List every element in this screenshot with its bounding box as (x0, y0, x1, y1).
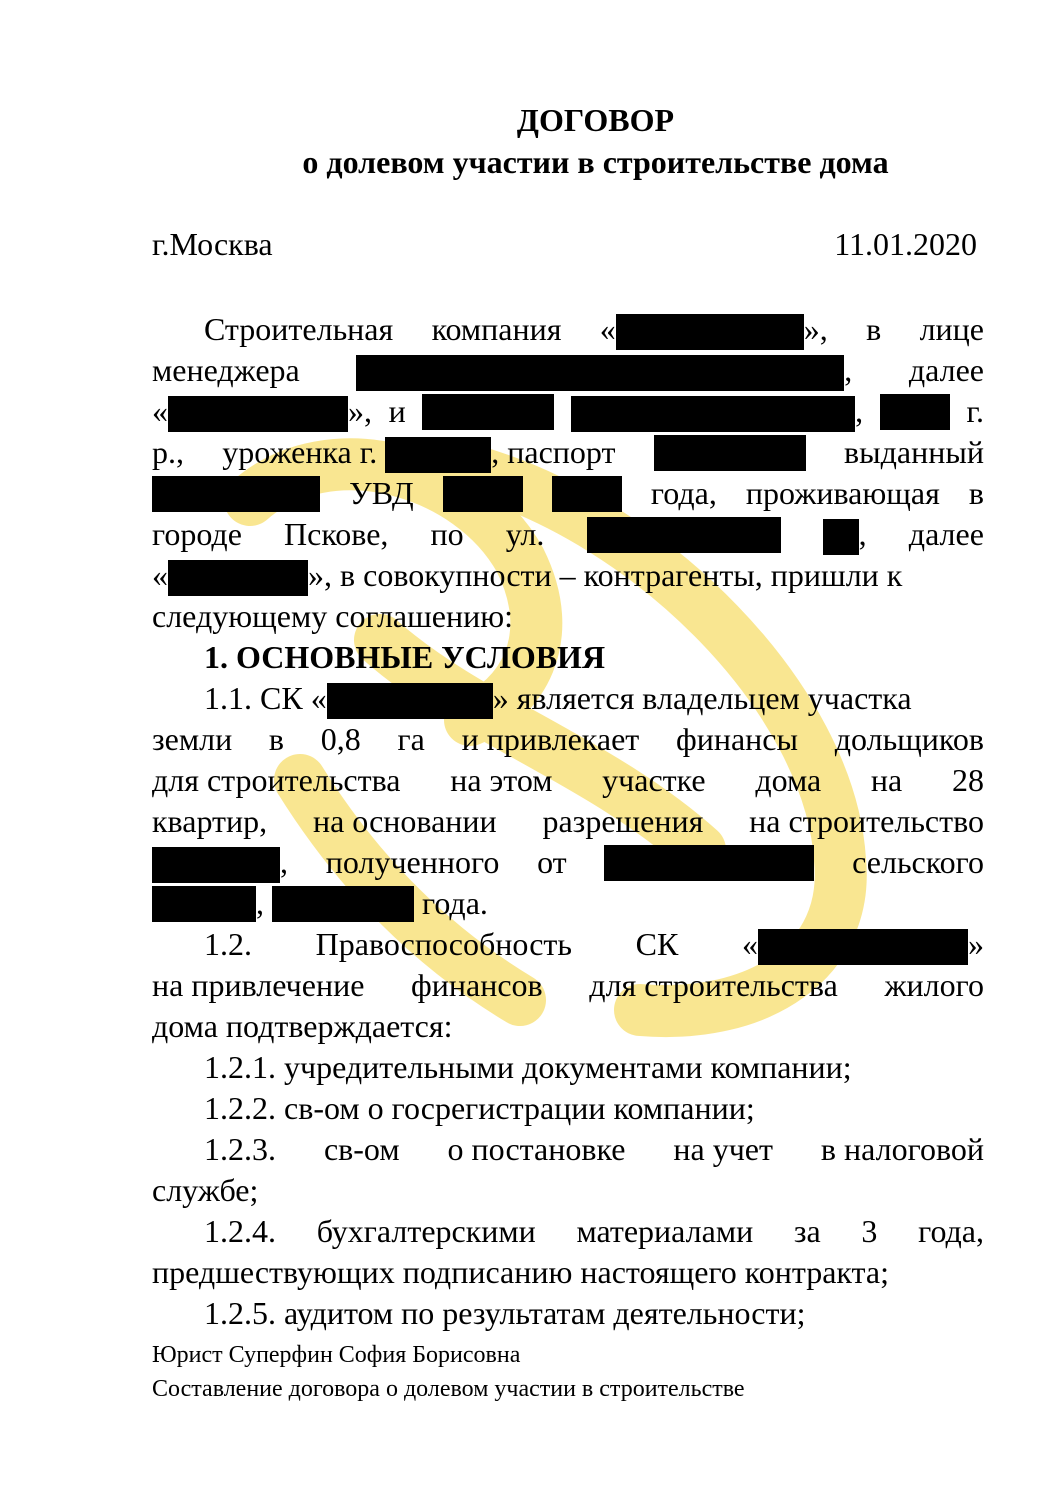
redaction-block (587, 517, 781, 553)
clause-1-2: 1.2. Правоспособность СК « » (204, 924, 984, 965)
body-line: УВД года, проживающая в (152, 473, 984, 514)
clause-1-2-1: 1.2.1. учредительными документами компании; (204, 1049, 852, 1085)
clause-1-2-4: 1.2.4. бухгалтерскими материалами за 3 года, (204, 1213, 984, 1249)
redaction-block (616, 314, 804, 350)
redaction-block (385, 437, 491, 473)
body-line: « », в совокупности – контрагенты, пришли к (152, 555, 984, 596)
body-line: для строительства на этом участке дома на 28 (152, 762, 984, 798)
redaction-block (152, 886, 256, 922)
redaction-block (152, 847, 280, 883)
redaction-block (604, 845, 814, 881)
body-line: следующему соглашению: (152, 598, 513, 634)
footer-caption: Составление договора о долевом участии в строительстве (152, 1376, 745, 1402)
section-heading: 1. ОСНОВНЫЕ УСЛОВИЯ (204, 639, 606, 675)
document-subtitle: о долевом участии в строительстве дома (302, 144, 889, 180)
body-line: службе; (152, 1172, 259, 1208)
body-line: дома подтверждается: (152, 1008, 453, 1044)
redaction-block (823, 519, 859, 555)
redaction-block (552, 476, 622, 512)
redaction-block (327, 683, 493, 719)
redaction-block (168, 396, 348, 432)
body-line: « », и , г. (152, 391, 984, 432)
redaction-block (443, 476, 523, 512)
clause-1-2-5: 1.2.5. аудитом по результатам деятельности; (204, 1295, 806, 1331)
redaction-block (654, 435, 806, 471)
redaction-block (422, 394, 554, 430)
redaction-block (571, 396, 855, 432)
body-line: на привлечение финансов для строительства жилого (152, 967, 984, 1003)
body-line: предшествующих подписанию настоящего контракта; (152, 1254, 889, 1290)
document-title: ДОГОВОР (516, 102, 675, 138)
body-line: , года. (152, 883, 984, 924)
redaction-block (880, 394, 950, 430)
body-line: земли в 0,8 га и привлекает финансы дольщиков (152, 721, 984, 757)
body-line: р., уроженка г. , паспорт выданный (152, 432, 984, 473)
clause-1-2-3: 1.2.3. св-ом о постановке на учет в налоговой (204, 1131, 984, 1167)
redaction-block (356, 355, 844, 391)
redaction-block (272, 886, 414, 922)
contract-date: 11.01.2020 (834, 226, 977, 262)
redaction-block (168, 560, 308, 596)
redaction-block (152, 476, 320, 512)
body-line: , полученного от сельского (152, 842, 984, 883)
body-line: городе Пскове, по ул. , далее (152, 514, 984, 555)
body-line: Строительная компания « », в лице (204, 309, 984, 350)
contract-city: г.Москва (152, 226, 273, 262)
clause-1-2-2: 1.2.2. св-ом о госрегистрации компании; (204, 1090, 755, 1126)
body-line: менеджера , далее (152, 350, 984, 391)
clause-1-1: 1.1. СК « » является владельцем участка (204, 678, 984, 719)
body-line: квартир, на основании разрешения на строительство (152, 803, 984, 839)
redaction-block (758, 929, 968, 965)
footer-author: Юрист Суперфин София Борисовна (152, 1342, 521, 1368)
